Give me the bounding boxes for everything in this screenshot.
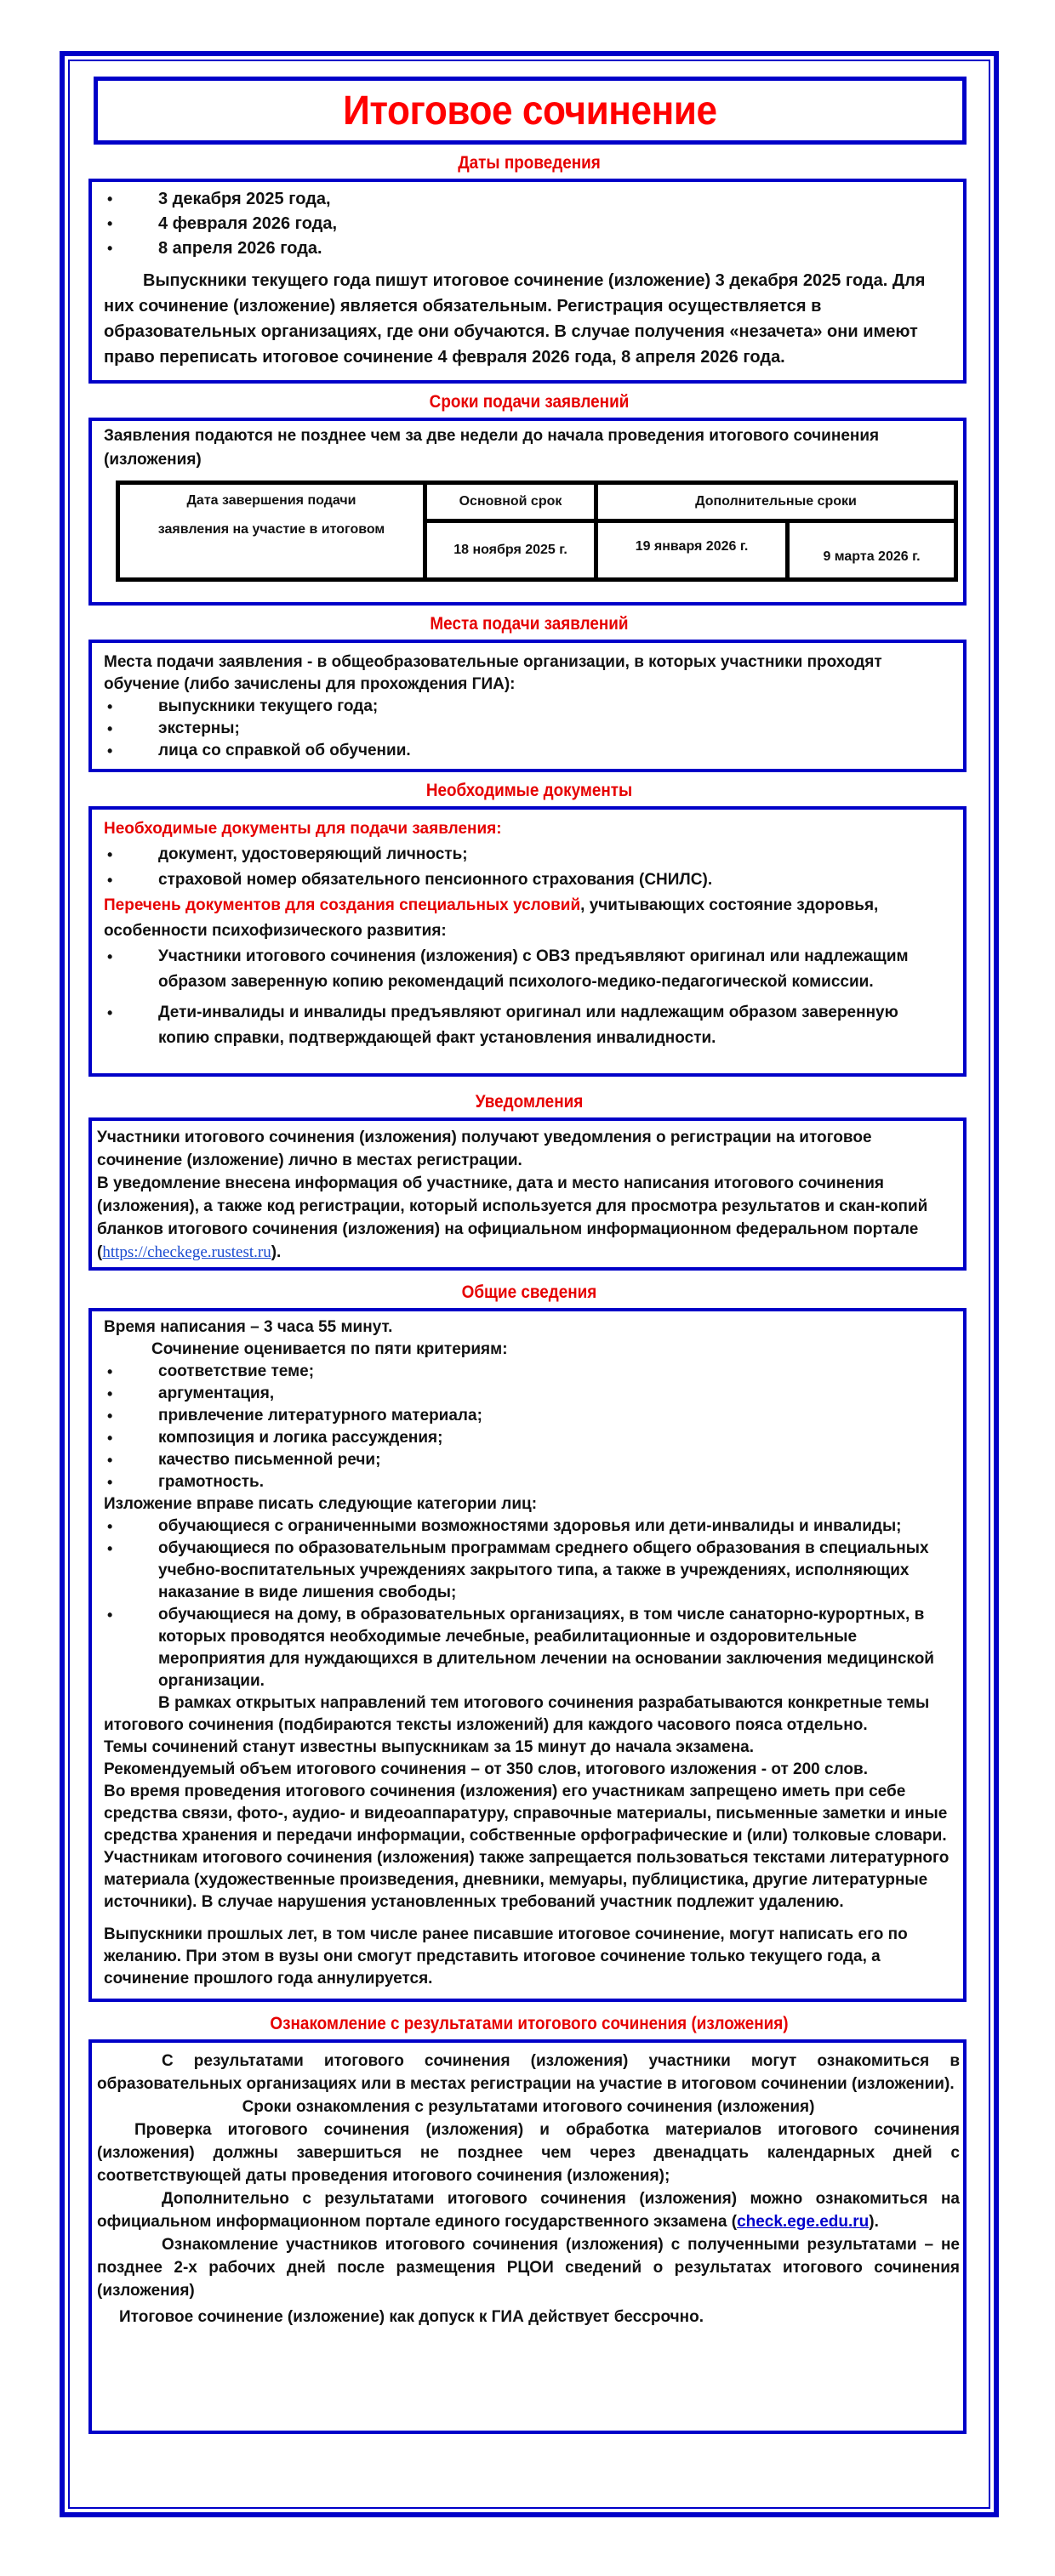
section-general (88, 1308, 967, 2002)
required-docs-list (104, 842, 951, 893)
section-places (88, 640, 967, 772)
results-p2: Проверка итогового сочинения (изложения) и обработка материалов итогового сочинения (изложения) должны завершиться не позднее чем через двенадцать календарных дней с соответствующей даты проведения итогового сочинения (изложения); (97, 2121, 960, 2185)
date-item: • 3 декабря 2025 года, (104, 187, 951, 212)
required-doc-item: • документ, удостоверяющий личность; (104, 842, 951, 867)
categories-intro: Изложение вправе писать следующие категории лиц: (104, 1495, 538, 1513)
special-docs-list (104, 944, 951, 1051)
section-deadlines (88, 418, 967, 606)
notifications-p1: Участники итогового сочинения (изложения) получают уведомления о регистрации на итоговое сочинение (изложение) лично в местах регистрации. (97, 1129, 872, 1169)
place-item: • выпускники текущего года; (104, 696, 951, 718)
criteria-list (104, 1361, 951, 1493)
section-title-results: Ознакомление с результатами итогового сочинения (изложения) (270, 2014, 789, 2033)
criterion-item: • грамотность. (104, 1471, 951, 1493)
page-inner-frame (68, 60, 990, 2509)
checkege-link[interactable]: https://checkege.rustest.ru (102, 1243, 271, 1261)
section-title-deadlines: Сроки подачи заявлений (429, 392, 630, 412)
page-content (88, 77, 970, 2434)
page-outer-frame (60, 51, 999, 2517)
prohibited-paragraph: Во время проведения итогового сочинения (изложения) его участникам запрещено иметь при себе средства связи, фото-, аудио- и видеоаппаратуру, справочные материалы, письменные заметки и иные средства хранения и передачи информации, собственные орфографические и (или) толковые словари. Участникам итогового сочинения (изложения) также запрещается пользоваться текстами литературного материала (художественные произведения, дневники, мемуары, публицистика, другие литературные источники). В случае нарушения установленных требований участник подлежит удалению. (104, 1783, 950, 1911)
section-dates (88, 179, 967, 384)
results-subheading: Сроки ознакомления с результатами итогового сочинения (изложения) (242, 2098, 815, 2116)
notifications-p2-end: ). (271, 1243, 282, 1261)
page-title: Итоговое сочинение (343, 88, 717, 134)
notifications-p2-text: В уведомление внесена информация об участнике, дата и место написания итогового сочинения (изложения), а также код регистрации, который используется для просмотра результатов и скан-копий бланков итогового сочинения (изложения) на официальном информационном федеральном портале ( (97, 1174, 928, 1261)
required-doc-item: • страховой номер обязательного пенсионного страхования (СНИЛС). (104, 867, 951, 893)
special-docs-tail: , учитывающих состояние здоровья, особенности психофизического развития: (104, 896, 879, 940)
place-item: • лица со справкой об обучении. (104, 740, 951, 762)
section-title-notifications: Уведомления (475, 1092, 584, 1112)
date-item: • 8 апреля 2026 года. (104, 236, 951, 261)
section-title-general: Общие сведения (461, 1282, 597, 1302)
deadlines-table (116, 481, 958, 582)
main-deadline-date: 18 ноября 2025 г. (425, 521, 596, 580)
date-item: • 4 февраля 2026 года, (104, 212, 951, 236)
results-p3-end: ). (869, 2213, 879, 2231)
places-list (104, 696, 951, 762)
results-p3-text: Дополнительно с результатами итогового сочинения (изложения) можно ознакомиться на официальном информационном портале единого государственного экзамена ( (97, 2190, 960, 2231)
category-item: • обучающиеся с ограниченными возможностями здоровья или дети-инвалиды и инвалиды; (104, 1515, 951, 1538)
writing-time: Время написания – 3 часа 55 минут. (104, 1318, 393, 1336)
results-p1: С результатами итогового сочинения (изложения) участники могут ознакомиться в образовательных организациях или в местах регистрации на участие в итоговом сочинении (изложении). (97, 2052, 960, 2093)
extra-deadline-date: 9 марта 2026 г. (788, 521, 956, 580)
past-grads-paragraph: Выпускники прошлых лет, в том числе ранее писавшие итоговое сочинение, могут написать его по желанию. При этом в вузы они смогут представить итоговое сочинение только текущего года, а сочинение прошлого года аннулируется. (104, 1925, 908, 1987)
categories-list (104, 1515, 951, 1692)
criteria-intro: Сочинение оценивается по пяти критериям: (151, 1340, 508, 1358)
extra-deadline-date: 19 января 2026 г. (596, 521, 788, 580)
dates-list (104, 187, 951, 261)
required-docs-heading: Необходимые документы для подачи заявления: (104, 820, 502, 838)
main-deadline-header: Основной срок (425, 483, 596, 521)
volume-paragraph: Рекомендуемый объем итогового сочинения – от 350 слов, итогового изложения - от 200 слов. (104, 1760, 868, 1778)
criterion-item: • композиция и логика рассуждения; (104, 1427, 951, 1449)
topics-paragraph: В рамках открытых направлений тем итогового сочинения разрабатываются конкретные темы итогового сочинения (подбираются тексты изложений) для каждого часового пояса отдельно. (104, 1694, 930, 1734)
places-intro: Места подачи заявления - в общеобразовательные организации, в которых участники проходят обучение (либо зачислены для прохождения ГИА): (104, 653, 882, 693)
category-item: • обучающиеся по образовательным программам среднего общего образования в специальных учебно-воспитательных учреждениях закрытого типа, а также в учреждениях, исполняющих наказание в виде лишения свободы; (104, 1538, 951, 1604)
criterion-item: • аргументация, (104, 1383, 951, 1405)
title-box (94, 77, 967, 145)
section-documents (88, 806, 967, 1077)
special-doc-item: • Участники итогового сочинения (изложения) с ОВЗ предъявляют оригинал или надлежащим образом заверенную копию рекомендаций психолого-медико-педагогической комиссии. (104, 944, 951, 995)
criterion-item: • качество письменной речи; (104, 1449, 951, 1471)
dates-paragraph: Выпускники текущего года пишут итоговое сочинение (изложение) 3 декабря 2025 года. Для них сочинение (изложение) является обязательным. Регистрация осуществляется в образовательных организациях, где они обучаются. В случае получения «незачета» они имеют право переписать итоговое сочинение 4 февраля 2026 года, 8 апреля 2026 года. (104, 271, 926, 367)
special-docs-intro (104, 893, 951, 944)
special-docs-heading: Перечень документов для создания специальных условий (104, 896, 581, 914)
check-ege-link[interactable]: check.ege.edu.ru (737, 2213, 870, 2231)
deadline-row-label (118, 483, 425, 580)
place-item: • экстерны; (104, 718, 951, 740)
results-p4: Ознакомление участников итогового сочинения (изложения) с полученными результатами – не позднее 2-х рабочих дней после размещения РЦОИ сведений о результатах итогового сочинения (изложения) (97, 2236, 960, 2300)
row-label-line1: Дата завершения подачи (186, 493, 356, 508)
results-p5: Итоговое сочинение (изложение) как допуск к ГИА действует бессрочно. (119, 2308, 704, 2326)
section-results (88, 2039, 967, 2434)
category-item: • обучающиеся на дому, в образовательных организациях, в том числе санаторно-курортных, в которых проводятся необходимые лечебные, реабилитационные и оздоровительные мероприятия для нуждающихся в длительном лечении на основании заключения медицинской организации. (104, 1604, 951, 1692)
criterion-item: • соответствие теме; (104, 1361, 951, 1383)
section-title-documents: Необходимые документы (425, 781, 633, 800)
special-doc-item: • Дети-инвалиды и инвалиды предъявляют оригинал или надлежащим образом заверенную копию справки, подтверждающей факт установления инвалидности. (104, 1000, 951, 1051)
notifications-p2 (97, 1172, 958, 1264)
extra-deadlines-header: Дополнительные сроки (596, 483, 956, 521)
section-notifications (88, 1117, 967, 1271)
deadlines-intro: Заявления подаются не позднее чем за две недели до начала проведения итогового сочинения (изложения) (104, 427, 880, 469)
section-title-dates: Даты проведения (458, 153, 601, 173)
topics-known: Темы сочинений станут известны выпускникам за 15 минут до начала экзамена. (104, 1738, 755, 1756)
criterion-item: • привлечение литературного материала; (104, 1405, 951, 1427)
section-title-places: Места подачи заявлений (430, 614, 629, 634)
row-label-line2: заявления на участие в итоговом (157, 522, 385, 537)
results-p3 (97, 2187, 960, 2233)
